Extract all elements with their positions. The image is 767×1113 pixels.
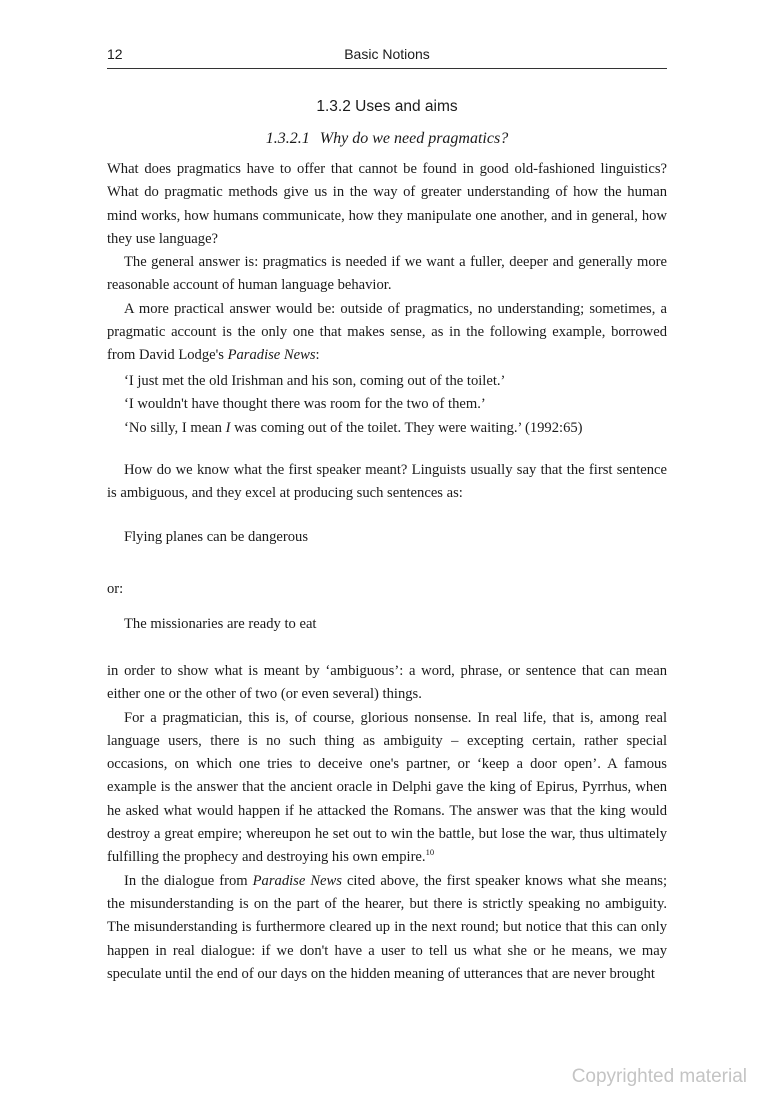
quote-emphasis: I <box>225 419 231 436</box>
paragraph <box>107 298 667 368</box>
subsection-title: Why do we need pragmatics? <box>319 130 509 147</box>
page-number: 12 <box>107 46 123 62</box>
body-text-block-3 <box>107 660 667 986</box>
paragraph: in order to show what is meant by ‘ambiguous’: a word, phrase, or sentence that can mean either one or the other of two (or even several) things. <box>107 663 667 703</box>
book-title: Paradise News <box>227 347 316 364</box>
running-header <box>107 46 667 69</box>
book-title: Paradise News <box>252 872 342 889</box>
body-text-block-1 <box>107 158 667 368</box>
paragraph-text: : <box>315 347 320 364</box>
footnote-marker: 10 <box>425 847 435 858</box>
paragraph: The general answer is: pragmatics is needed if we want a fuller, deeper and generally more reasonable account of human language behavior. <box>107 254 667 294</box>
block-quote <box>124 370 669 440</box>
paragraph-text: For a pragmatician, this is, of course, glorious nonsense. In real life, that is, among real language users, there is no such thing as ambiguity – excepting certain, rather special occasions, on which one tries to deceive one's partner, or ‘keep a door open’. A famous example is the answer that the ancient oracle in Delphi gave the king of Epirus, Pyrrhus, when he asked what would happen if he attacked the Romans. The answer was that the king would destroy a great empire; whereupon he set out to win the battle, but lose the war, thus ultimately fulfilling the prophecy and destroying his own empire. <box>107 709 667 866</box>
running-title: Basic Notions <box>344 46 430 62</box>
quote-line: ‘I wouldn't have thought there was room for the two of them.’ <box>124 396 486 413</box>
paragraph <box>107 870 667 986</box>
paragraph-text: A more practical answer would be: outside of pragmatics, no understanding; sometimes, a pragmatic account is the only one that makes sense, as in the following example, borrowed from David Lodge's <box>107 300 667 364</box>
subsection-number: 1.3.2.1 <box>265 130 310 147</box>
section-heading: 1.3.2 Uses and aims <box>316 98 458 115</box>
subsection-heading <box>107 130 667 148</box>
quote-text: ‘No silly, I mean <box>124 419 226 436</box>
copyright-watermark: Copyrighted material <box>571 1066 747 1087</box>
quote-line: ‘I just met the old Irishman and his son, coming out of the toilet.’ <box>124 373 506 389</box>
body-text-block-2 <box>107 459 667 506</box>
paragraph-text: In the dialogue from <box>124 872 253 889</box>
paragraph <box>107 707 667 870</box>
example-sentence: Flying planes can be dangerous <box>124 529 308 545</box>
example-connector: or: <box>107 581 124 597</box>
quote-line <box>124 417 669 440</box>
paragraph: How do we know what the first speaker meant? Linguists usually say that the first sentence is ambiguous, and they excel at producing such sentences as: <box>107 462 667 502</box>
paragraph: What does pragmatics have to offer that cannot be found in good old-fashioned linguistics? What do pragmatic methods give us in the way of greater understanding of how the human mind works, how humans communicate, how they manipulate one another, and in general, how they use language? <box>107 161 667 247</box>
quote-text: was coming out of the toilet. They were waiting.’ (1992:65) <box>230 419 583 436</box>
example-sentence: The missionaries are ready to eat <box>124 616 317 632</box>
paragraph-text: cited above, the first speaker knows what she means; the misunderstanding is on the part of the hearer, but there is strictly speaking no ambiguity. The misunderstanding is furthermore cleared up in the next round; but notice that this can only happen in real dialogue: if we don't have a user to tell us what she or he means, we may speculate until the end of our days on the hidden meaning of utterances that are never brought <box>107 872 667 982</box>
